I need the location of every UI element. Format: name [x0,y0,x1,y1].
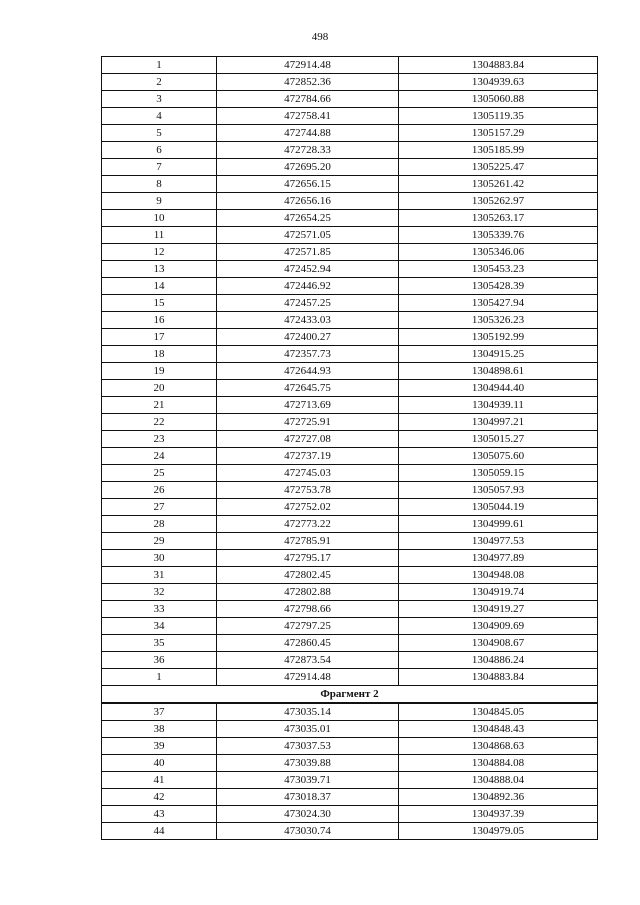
table-row [102,635,598,652]
point-number-cell: 11 [102,227,217,244]
x-coordinate-cell: 472737.19 [217,448,399,465]
section-title: Фрагмент 2 [102,686,598,704]
x-coordinate-cell: 472728.33 [217,142,399,159]
table-row [102,550,598,567]
x-coordinate-cell: 472802.88 [217,584,399,601]
point-number-cell: 25 [102,465,217,482]
y-coordinate-cell: 1304977.89 [399,550,598,567]
y-coordinate-cell: 1305044.19 [399,499,598,516]
y-coordinate-cell: 1304999.61 [399,516,598,533]
y-coordinate-cell: 1304886.24 [399,652,598,669]
y-coordinate-cell: 1305339.76 [399,227,598,244]
y-coordinate-cell: 1304845.05 [399,703,598,721]
x-coordinate-cell: 472802.45 [217,567,399,584]
y-coordinate-cell: 1305427.94 [399,295,598,312]
table-row [102,738,598,755]
x-coordinate-cell: 472571.85 [217,244,399,261]
x-coordinate-cell: 472357.73 [217,346,399,363]
x-coordinate-cell: 472852.36 [217,74,399,91]
x-coordinate-cell: 472745.03 [217,465,399,482]
y-coordinate-cell: 1304919.27 [399,601,598,618]
table-row [102,261,598,278]
point-number-cell: 26 [102,482,217,499]
x-coordinate-cell: 472654.25 [217,210,399,227]
table-row [102,142,598,159]
y-coordinate-cell: 1305225.47 [399,159,598,176]
x-coordinate-cell: 473035.01 [217,721,399,738]
table-row [102,806,598,823]
point-number-cell: 18 [102,346,217,363]
table-row [102,278,598,295]
point-number-cell: 29 [102,533,217,550]
y-coordinate-cell: 1304883.84 [399,669,598,686]
y-coordinate-cell: 1304997.21 [399,414,598,431]
table-row [102,482,598,499]
y-coordinate-cell: 1305059.15 [399,465,598,482]
x-coordinate-cell: 472713.69 [217,397,399,414]
y-coordinate-cell: 1305453.23 [399,261,598,278]
table-row [102,721,598,738]
y-coordinate-cell: 1305015.27 [399,431,598,448]
table-row [102,618,598,635]
point-number-cell: 28 [102,516,217,533]
point-number-cell: 9 [102,193,217,210]
table-row [102,516,598,533]
y-coordinate-cell: 1305326.23 [399,312,598,329]
x-coordinate-cell: 472914.48 [217,669,399,686]
y-coordinate-cell: 1305060.88 [399,91,598,108]
table-row [102,703,598,721]
x-coordinate-cell: 472873.54 [217,652,399,669]
point-number-cell: 19 [102,363,217,380]
y-coordinate-cell: 1304937.39 [399,806,598,823]
point-number-cell: 10 [102,210,217,227]
x-coordinate-cell: 472645.75 [217,380,399,397]
table-row [102,57,598,74]
table-row [102,789,598,806]
table-row [102,533,598,550]
y-coordinate-cell: 1304944.40 [399,380,598,397]
table-row [102,755,598,772]
point-number-cell: 31 [102,567,217,584]
x-coordinate-cell: 473039.71 [217,772,399,789]
x-coordinate-cell: 472744.88 [217,125,399,142]
table-row [102,380,598,397]
x-coordinate-cell: 472400.27 [217,329,399,346]
point-number-cell: 41 [102,772,217,789]
point-number-cell: 21 [102,397,217,414]
point-number-cell: 36 [102,652,217,669]
point-number-cell: 6 [102,142,217,159]
table-row [102,499,598,516]
x-coordinate-cell: 472727.08 [217,431,399,448]
table-row [102,329,598,346]
table-row [102,227,598,244]
point-number-cell: 38 [102,721,217,738]
x-coordinate-cell: 472644.93 [217,363,399,380]
table-row [102,176,598,193]
point-number-cell: 17 [102,329,217,346]
x-coordinate-cell: 472695.20 [217,159,399,176]
table-row [102,465,598,482]
point-number-cell: 43 [102,806,217,823]
y-coordinate-cell: 1304892.36 [399,789,598,806]
y-coordinate-cell: 1304888.04 [399,772,598,789]
y-coordinate-cell: 1304919.74 [399,584,598,601]
coordinates-table [101,56,598,840]
point-number-cell: 15 [102,295,217,312]
table-row [102,567,598,584]
table-row [102,772,598,789]
page-number: 498 [311,31,329,43]
x-coordinate-cell: 472452.94 [217,261,399,278]
x-coordinate-cell: 472753.78 [217,482,399,499]
y-coordinate-cell: 1304948.08 [399,567,598,584]
x-coordinate-cell: 472752.02 [217,499,399,516]
point-number-cell: 22 [102,414,217,431]
point-number-cell: 2 [102,74,217,91]
table-row [102,312,598,329]
x-coordinate-cell: 472773.22 [217,516,399,533]
y-coordinate-cell: 1304977.53 [399,533,598,550]
section-header-row [102,686,598,704]
y-coordinate-cell: 1305192.99 [399,329,598,346]
point-number-cell: 37 [102,703,217,721]
point-number-cell: 33 [102,601,217,618]
table-row [102,397,598,414]
table-row [102,431,598,448]
point-number-cell: 7 [102,159,217,176]
table-row [102,363,598,380]
point-number-cell: 23 [102,431,217,448]
point-number-cell: 1 [102,669,217,686]
x-coordinate-cell: 472798.66 [217,601,399,618]
table-row [102,669,598,686]
point-number-cell: 4 [102,108,217,125]
point-number-cell: 3 [102,91,217,108]
y-coordinate-cell: 1305262.97 [399,193,598,210]
y-coordinate-cell: 1304908.67 [399,635,598,652]
x-coordinate-cell: 473018.37 [217,789,399,806]
point-number-cell: 8 [102,176,217,193]
y-coordinate-cell: 1305346.06 [399,244,598,261]
x-coordinate-cell: 472656.15 [217,176,399,193]
x-coordinate-cell: 472656.16 [217,193,399,210]
point-number-cell: 40 [102,755,217,772]
table-row [102,210,598,227]
point-number-cell: 16 [102,312,217,329]
point-number-cell: 27 [102,499,217,516]
y-coordinate-cell: 1304915.25 [399,346,598,363]
y-coordinate-cell: 1304868.63 [399,738,598,755]
point-number-cell: 34 [102,618,217,635]
table-row [102,414,598,431]
y-coordinate-cell: 1304939.63 [399,74,598,91]
y-coordinate-cell: 1305057.93 [399,482,598,499]
point-number-cell: 14 [102,278,217,295]
table-row [102,125,598,142]
table-row [102,601,598,618]
x-coordinate-cell: 472785.91 [217,533,399,550]
y-coordinate-cell: 1304979.05 [399,823,598,840]
x-coordinate-cell: 473030.74 [217,823,399,840]
table-row [102,346,598,363]
point-number-cell: 35 [102,635,217,652]
x-coordinate-cell: 472795.17 [217,550,399,567]
table-row [102,91,598,108]
x-coordinate-cell: 473037.53 [217,738,399,755]
y-coordinate-cell: 1304883.84 [399,57,598,74]
x-coordinate-cell: 472433.03 [217,312,399,329]
table-row [102,584,598,601]
y-coordinate-cell: 1305157.29 [399,125,598,142]
point-number-cell: 30 [102,550,217,567]
y-coordinate-cell: 1304848.43 [399,721,598,738]
x-coordinate-cell: 472571.05 [217,227,399,244]
y-coordinate-cell: 1304884.08 [399,755,598,772]
x-coordinate-cell: 472446.92 [217,278,399,295]
y-coordinate-cell: 1305075.60 [399,448,598,465]
point-number-cell: 13 [102,261,217,278]
y-coordinate-cell: 1304898.61 [399,363,598,380]
table-row [102,823,598,840]
point-number-cell: 12 [102,244,217,261]
x-coordinate-cell: 473024.30 [217,806,399,823]
x-coordinate-cell: 472797.25 [217,618,399,635]
x-coordinate-cell: 472758.41 [217,108,399,125]
y-coordinate-cell: 1305185.99 [399,142,598,159]
point-number-cell: 42 [102,789,217,806]
y-coordinate-cell: 1305261.42 [399,176,598,193]
point-number-cell: 20 [102,380,217,397]
point-number-cell: 5 [102,125,217,142]
point-number-cell: 44 [102,823,217,840]
y-coordinate-cell: 1304909.69 [399,618,598,635]
x-coordinate-cell: 472725.91 [217,414,399,431]
table-row [102,244,598,261]
table-row [102,652,598,669]
table-row [102,159,598,176]
table-row [102,74,598,91]
table-row [102,448,598,465]
y-coordinate-cell: 1305428.39 [399,278,598,295]
x-coordinate-cell: 473039.88 [217,755,399,772]
x-coordinate-cell: 473035.14 [217,703,399,721]
table-row [102,108,598,125]
table-row [102,193,598,210]
y-coordinate-cell: 1305263.17 [399,210,598,227]
coordinates-table-body [102,57,598,840]
table-row [102,295,598,312]
x-coordinate-cell: 472914.48 [217,57,399,74]
x-coordinate-cell: 472784.66 [217,91,399,108]
point-number-cell: 1 [102,57,217,74]
x-coordinate-cell: 472860.45 [217,635,399,652]
y-coordinate-cell: 1305119.35 [399,108,598,125]
y-coordinate-cell: 1304939.11 [399,397,598,414]
point-number-cell: 32 [102,584,217,601]
point-number-cell: 24 [102,448,217,465]
point-number-cell: 39 [102,738,217,755]
x-coordinate-cell: 472457.25 [217,295,399,312]
